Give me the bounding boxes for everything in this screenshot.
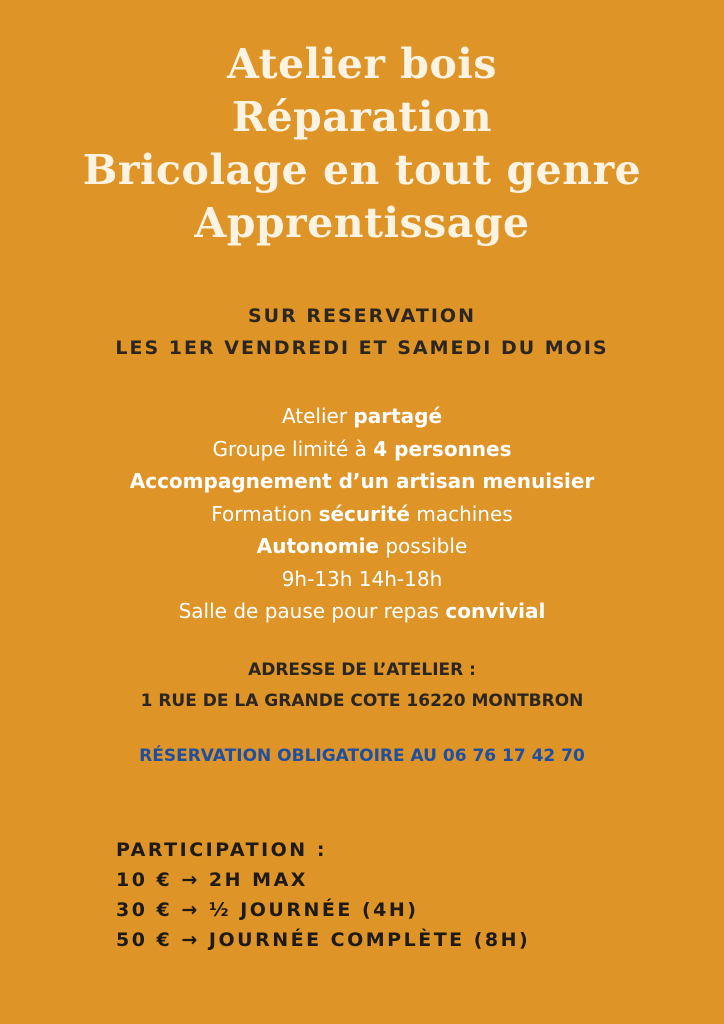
- feature-text: Formation: [211, 501, 319, 526]
- feature-hours: 9h-13h 14h-18h: [281, 566, 443, 591]
- feature-break-room: [0, 595, 724, 628]
- address-block: [0, 655, 724, 717]
- reservation-block: [0, 300, 724, 364]
- title-line-atelier: Atelier bois: [227, 40, 497, 88]
- features-list: [0, 400, 724, 628]
- title-line-bricolage: Bricolage en tout genre: [82, 146, 642, 194]
- feature-text: Atelier: [281, 404, 354, 428]
- poster-title: [0, 38, 724, 250]
- feature-highlight: sécurité: [318, 501, 410, 526]
- booking-phone: RÉSERVATION OBLIGATOIRE AU 06 76 17 42 70: [139, 746, 585, 766]
- feature-highlight: partagé: [353, 404, 443, 428]
- participation-heading: PARTICIPATION :: [116, 839, 327, 861]
- feature-autonomy: [0, 530, 724, 563]
- feature-text: possible: [379, 534, 468, 558]
- title-line-apprentissage: Apprentissage: [194, 199, 530, 247]
- price-row: 10 € → 2H MAX: [116, 869, 308, 891]
- feature-text: Salle de pause pour repas: [178, 599, 446, 623]
- feature-group-size: [0, 433, 724, 466]
- feature-highlight: 4 personnes: [373, 436, 512, 461]
- price-row: 50 € → JOURNÉE COMPLÈTE (8H): [116, 929, 531, 951]
- price-row: 30 € → ½ JOURNÉE (4H): [116, 899, 419, 921]
- feature-highlight: Accompagnement d’un artisan menuisier: [129, 469, 595, 493]
- schedule-days-line: LES 1ER VENDREDI ET SAMEDI DU MOIS: [115, 337, 609, 359]
- address-label: ADRESSE DE L’ATELIER :: [248, 660, 476, 680]
- address-value: 1 RUE DE LA GRANDE COTE 16220 MONTBRON: [140, 691, 584, 711]
- participation-block: [116, 835, 530, 955]
- title-line-reparation: Réparation: [231, 93, 493, 141]
- feature-safety-training: [0, 498, 724, 531]
- feature-artisan: [0, 465, 724, 498]
- feature-text: Groupe limité à: [212, 436, 374, 461]
- feature-highlight: Autonomie: [256, 534, 379, 558]
- reservation-line: SUR RESERVATION: [248, 305, 476, 327]
- feature-text: machines: [409, 501, 513, 526]
- feature-highlight: convivial: [445, 599, 546, 623]
- feature-shared-workshop: [0, 400, 724, 433]
